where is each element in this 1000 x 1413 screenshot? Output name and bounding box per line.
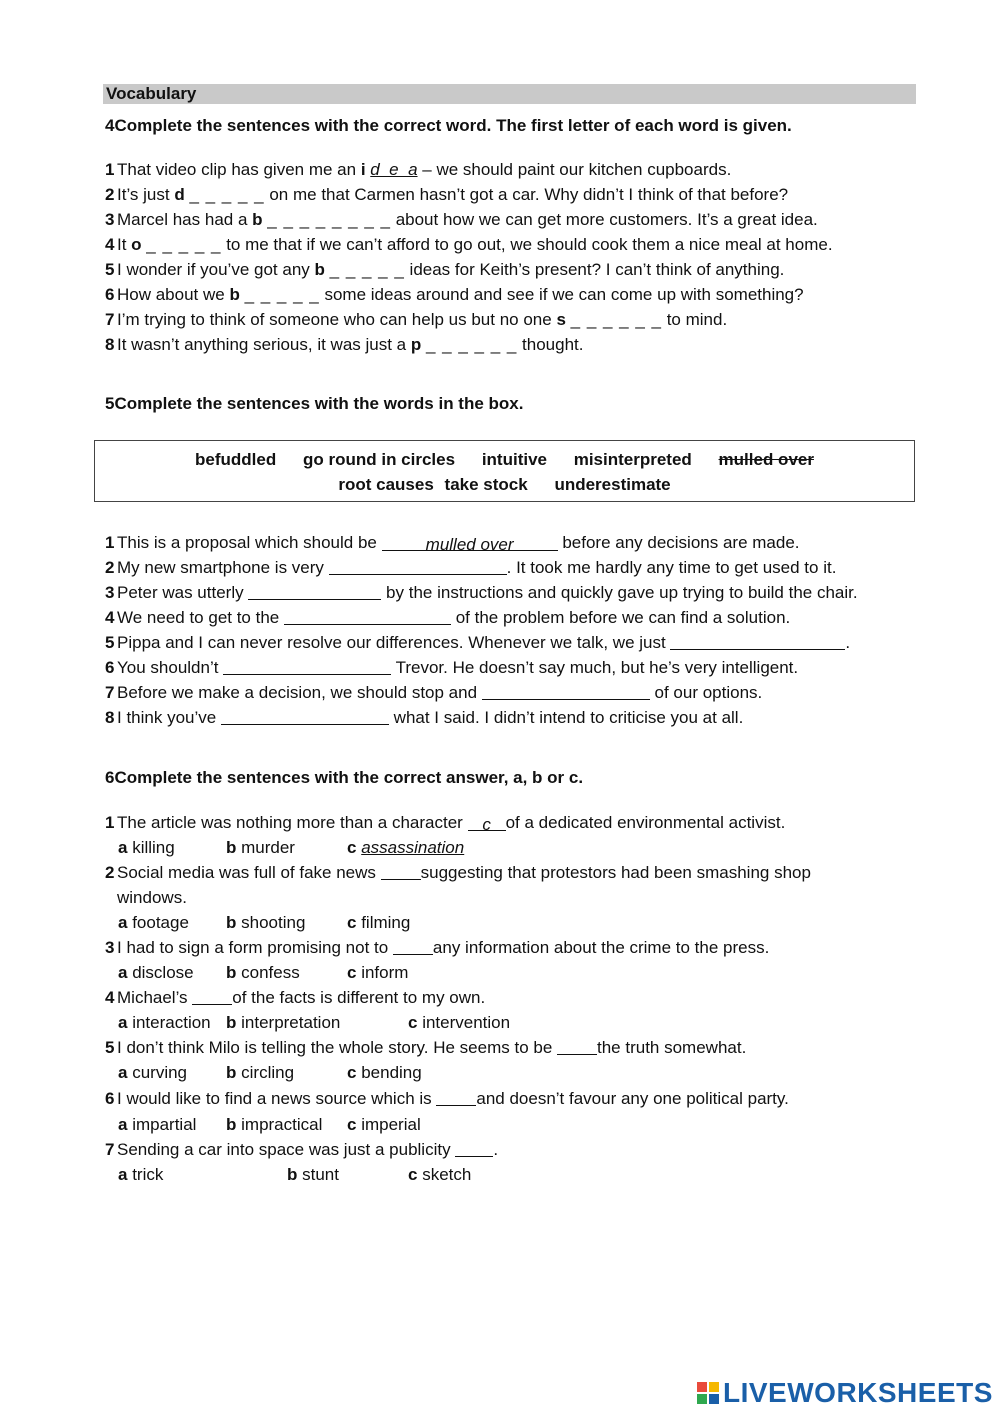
ex4-item: 4 It o _ _ _ _ _ to me that if we can’t afford to go out, we should cook them a nice meal at home. <box>105 235 833 254</box>
answer-field[interactable] <box>192 988 232 1005</box>
answer-field[interactable] <box>670 633 845 650</box>
answer-field[interactable]: _ _ _ _ _ <box>329 260 405 279</box>
word-box-item: root causes <box>338 475 434 494</box>
word-box-row <box>95 450 914 470</box>
option-a[interactable]: a disclose <box>118 963 194 982</box>
answer-field[interactable]: c <box>468 814 506 831</box>
word-box-item: underestimate <box>554 475 671 494</box>
option-a[interactable]: a killing <box>118 838 175 857</box>
ex6-item: 1 The article was nothing more than a character c of a dedicated environmental activist. <box>105 813 786 834</box>
answer-field[interactable]: _ _ _ _ _ _ <box>425 335 518 354</box>
logo-text: LIVEWORKSHEETS <box>723 1377 993 1408</box>
word-box-item: go round in circles <box>302 450 456 469</box>
option-b[interactable]: b shooting <box>226 913 306 932</box>
option-b[interactable]: b impractical <box>226 1115 323 1134</box>
ex4-number: 4 <box>105 116 115 135</box>
options-row <box>118 1114 518 1136</box>
ex5-item: 5 Pippa and I can never resolve our differences. Whenever we talk, we just . <box>105 633 851 652</box>
ex5-item: 2 My new smartphone is very . It took me hardly any time to get used to it. <box>105 558 837 577</box>
option-b[interactable]: b circling <box>226 1063 295 1082</box>
answer-field[interactable] <box>329 558 507 575</box>
ex6-item: 2 Social media was full of fake news suggesting that protestors had been smashing shop <box>105 863 811 882</box>
options-row <box>118 962 518 984</box>
ex5-number: 5 <box>105 394 115 413</box>
ex4-item: 7 I’m trying to think of someone who can help us but no one s _ _ _ _ _ _ to mind. <box>105 310 728 329</box>
ex4-item: 2 It’s just d _ _ _ _ _ on me that Carmen hasn’t got a car. Why didn’t I think of that before? <box>105 185 789 204</box>
word-box-item: misinterpreted <box>573 450 692 469</box>
ex6-instruction-text: Complete the sentences with the correct answer, a, b or c. <box>114 768 584 787</box>
options-row <box>118 837 518 859</box>
word-box-row <box>95 475 914 495</box>
answer-field[interactable] <box>436 1089 476 1106</box>
option-c[interactable]: c sketch <box>408 1165 472 1184</box>
answer-field[interactable]: mulled over <box>382 534 558 551</box>
ex5-instruction-text: Complete the sentences with the words in the box. <box>114 394 524 413</box>
option-a[interactable]: a interaction <box>118 1013 211 1032</box>
ex4-item: 1 That video clip has given me an i d e a – we should paint our kitchen cupboards. <box>105 160 732 179</box>
answer-field[interactable] <box>221 708 389 725</box>
option-b[interactable]: b interpretation <box>226 1013 341 1032</box>
option-c[interactable]: c filming <box>347 913 411 932</box>
vocabulary-header: Vocabulary <box>103 84 916 104</box>
ex5-instruction <box>105 394 523 414</box>
ex6-number: 6 <box>105 768 115 787</box>
options-row <box>118 912 518 934</box>
option-a[interactable]: a curving <box>118 1063 188 1082</box>
option-c[interactable]: c assassination <box>347 838 465 857</box>
ex4-item: 6 How about we b _ _ _ _ _ some ideas around and see if we can come up with something? <box>105 285 804 304</box>
answer-field[interactable] <box>248 583 381 600</box>
answer-field[interactable]: _ _ _ _ _ <box>146 235 222 254</box>
answer-field[interactable] <box>482 683 650 700</box>
ex6-item: 7 Sending a car into space was just a publicity . <box>105 1140 499 1159</box>
answer-field[interactable] <box>284 608 451 625</box>
word-box-item: take stock <box>444 475 528 494</box>
options-row <box>118 1164 538 1186</box>
option-c[interactable]: c imperial <box>347 1115 421 1134</box>
ex4-instruction <box>105 116 792 136</box>
ex4-instruction-text: Complete the sentences with the correct word. The first letter of each word is given. <box>114 116 792 135</box>
option-c[interactable]: c intervention <box>408 1013 511 1032</box>
ex5-item: 7 Before we make a decision, we should stop and of our options. <box>105 683 763 702</box>
option-a[interactable]: a footage <box>118 913 189 932</box>
liveworksheets-logo[interactable] <box>697 1377 993 1409</box>
option-b[interactable]: b confess <box>226 963 300 982</box>
logo-mark-icon <box>697 1382 719 1404</box>
option-a[interactable]: a impartial <box>118 1115 197 1134</box>
ex5-item: 6 You shouldn’t Trevor. He doesn’t say much, but he’s very intelligent. <box>105 658 799 677</box>
ex6-item: 4 Michael’s of the facts is different to my own. <box>105 988 486 1007</box>
answer-field[interactable]: _ _ _ _ _ _ _ _ <box>267 210 391 229</box>
options-row <box>118 1062 518 1084</box>
answer-field[interactable]: _ _ _ _ _ <box>189 185 265 204</box>
option-b[interactable]: b stunt <box>287 1165 339 1184</box>
ex5-item: 4 We need to get to the of the problem before we can find a solution. <box>105 608 791 627</box>
answer-field[interactable] <box>393 938 433 955</box>
option-c[interactable]: c inform <box>347 963 409 982</box>
word-box-item: intuitive <box>481 450 547 469</box>
answer-field[interactable] <box>455 1140 493 1157</box>
ex6-item-continued: windows. <box>117 888 187 907</box>
ex6-item: 6 I would like to find a news source which is and doesn’t favour any one political party. <box>105 1089 789 1108</box>
answer-field[interactable]: _ _ _ _ _ _ <box>570 310 662 329</box>
word-box-item-used: mulled over <box>718 450 814 469</box>
answer-field[interactable]: d e a <box>370 160 418 179</box>
word-box-item: befuddled <box>195 450 277 469</box>
option-b[interactable]: b murder <box>226 838 295 857</box>
option-c[interactable]: c bending <box>347 1063 422 1082</box>
option-a[interactable]: a trick <box>118 1165 164 1184</box>
ex6-item: 5 I don’t think Milo is telling the whole story. He seems to be the truth somewhat. <box>105 1038 747 1057</box>
answer-field[interactable] <box>557 1038 597 1055</box>
answer-field[interactable] <box>223 658 391 675</box>
word-box <box>94 440 915 502</box>
ex5-item: 1 This is a proposal which should be mulled over before any decisions are made. <box>105 533 800 554</box>
ex4-item: 5 I wonder if you’ve got any b _ _ _ _ _ ideas for Keith’s present? I can’t think of anything. <box>105 260 785 279</box>
ex5-item: 3 Peter was utterly by the instructions and quickly gave up trying to build the chair. <box>105 583 858 602</box>
ex4-item: 3 Marcel has had a b _ _ _ _ _ _ _ _ about how we can get more customers. It’s a great idea. <box>105 210 818 229</box>
ex5-item: 8 I think you’ve what I said. I didn’t intend to criticise you at all. <box>105 708 744 727</box>
answer-field[interactable]: _ _ _ _ _ <box>244 285 320 304</box>
ex6-item: 3 I had to sign a form promising not to any information about the crime to the press. <box>105 938 770 957</box>
options-row <box>118 1012 538 1034</box>
ex4-item: 8 It wasn’t anything serious, it was just a p _ _ _ _ _ _ thought. <box>105 335 584 354</box>
ex6-instruction <box>105 768 583 788</box>
answer-field[interactable] <box>381 863 421 880</box>
